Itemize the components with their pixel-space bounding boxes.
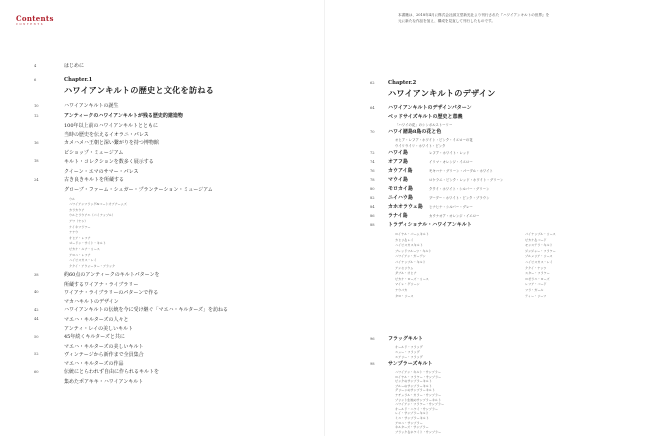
entry-colors: ロケラニ・ピンク・レッド・ホワイト・グリーン	[429, 178, 504, 182]
toc-entry: ハワイ島	[388, 150, 408, 156]
quilt-item: パイナップル・リース	[525, 232, 556, 236]
quilt-item: ロゼラニ・ローズ	[525, 276, 550, 281]
contents-subtitle: CONTENTS	[16, 23, 45, 26]
quilt-item: モンステラ・キルト	[525, 243, 553, 248]
toc-entry: ハワイアンキルトの誕生	[64, 103, 119, 109]
flag-section-page-number: 96	[370, 337, 375, 341]
quilt-item: ピカケ＆バード	[525, 237, 547, 242]
entry-page-number: 12	[34, 113, 39, 118]
entry-page-number: 50	[34, 334, 39, 339]
quilt-item: ブレッドフルーツ・キルト	[395, 248, 432, 253]
entry-colors: カウナオア・オレンジ・イエロー	[429, 214, 480, 218]
quilt-item: オールド・フラッグ	[395, 345, 423, 349]
entry-page-number: 76	[370, 168, 375, 173]
quilt-item: アロハ・レフア	[69, 252, 91, 257]
quilt-item: キルターズ・サンプラー	[395, 425, 429, 430]
quilt-item: タロ・リース	[395, 293, 414, 298]
entry-note: オヒア・レフア・ホワイト・ピンク・イエローの花	[395, 138, 473, 142]
quilt-item: ウルとラウアエ（パイナップル）	[69, 213, 115, 218]
quilt-item: スター・フラワー	[525, 271, 550, 276]
toc-entry: グローブ・ファーム・シュガー・プランテーション・ミュージアム	[64, 187, 213, 193]
entry-page-number: 52	[34, 352, 39, 357]
toc-entry: ハワイアンキルトの伝統を今に受け継ぐ「マエハ・キルターズ」を訪ねる	[64, 307, 228, 314]
chapter1-label: Chapter.1	[64, 77, 93, 83]
quilt-item: ハワイアン・キルト・サンプラー	[395, 370, 441, 374]
toc-entry: カホオラウェ島	[388, 204, 423, 210]
entry-colors: ヒナヒナ・シルバー・グレー	[429, 205, 473, 209]
entry-page-number: 78	[370, 177, 375, 182]
note-line: 本書籍は、2018年4月に株式会社誠文堂新光社より刊行された『ハワイアンキルトの世界』を	[398, 13, 550, 17]
quilt-item: ハワイアン・ガーデン	[395, 254, 426, 259]
quilt-item: オヒア・レフア	[69, 235, 91, 240]
toc-entry: マエハ・キルターズの美しいキルト	[64, 343, 144, 350]
toc-entry: アンティークのハワイアンキルトが残る歴史的建造物	[64, 113, 183, 119]
quilt-item: ティー・リーフ	[525, 293, 547, 298]
entry-page-number: 44	[34, 317, 39, 322]
toc-entry: マエハ・キルターズの人々と	[64, 316, 129, 323]
entry-colors: プープー・ホワイト・ピンク・ブラウン	[429, 196, 490, 200]
toc-entry: マエハ・キルターズの作品	[64, 361, 124, 368]
quilt-item: マイレ・グリーン	[395, 282, 420, 287]
toc-entry: カメハメハ王朝と深い繋がりを持つ博物館	[64, 140, 159, 146]
toc-entry: キルト・コレクションを数多く展示する	[64, 158, 154, 165]
quilt-item: ミニ・サンプラーキルト	[395, 416, 429, 420]
entry-page-number: 16	[34, 140, 39, 145]
quilt-item: ケイキフラワー	[69, 224, 91, 229]
toc-entry: クイーン・エマのサマー・パレス	[64, 168, 139, 175]
toc-entry: 100年以上前のハワイアンキルトとともに	[64, 123, 158, 129]
toc-entry: ヴィンテージから新作まで全員集合	[64, 351, 144, 358]
quilt-item: ナナウ	[69, 230, 79, 235]
quilt-item: ピカケ・ルア・リース	[69, 246, 100, 251]
quilt-item: カラカウア	[69, 207, 85, 212]
toc-entry: ニイハウ島	[388, 195, 413, 201]
toc-entry: 集めたポアキキ・ハワイアンキルト	[64, 378, 144, 385]
entry-page-number: 60	[34, 369, 39, 374]
entry-colors: ククイ・ホワイト・シルバー・グリーン	[429, 187, 490, 191]
quilt-item: ハワイアンフラッグ&コートオブアームズ	[69, 202, 127, 207]
quilt-item: ハワイアン・フラワー・サンプラー	[395, 402, 445, 407]
entry-page-number: 42	[34, 307, 39, 312]
toc-entry: トラディショナル・ハワイアンキルト	[388, 222, 472, 228]
entry-page-number: 86	[370, 213, 375, 218]
entry-colors: モキハナ・グリーン・パープル・ホワイト	[429, 169, 493, 173]
entry-colors: イリマ・オレンジ・イエロー	[429, 160, 473, 164]
quilt-item: ピンクのサンプラーキルト	[395, 379, 432, 384]
quilt-item: パイナップル・キルト	[395, 260, 426, 264]
quilt-item: レイ・サンプラーキルト	[395, 411, 429, 416]
quilt-item: アロハ・サンプラー	[395, 420, 423, 425]
toc-entry: モロカイ島	[388, 186, 413, 192]
toc-entry: ハワイ諸島8島の花と色	[388, 129, 442, 135]
toc-entry: 伝統にとらわれず自由に作られるキルトを	[64, 369, 159, 376]
chapter1-page-number: 6	[34, 78, 37, 82]
quilt-item: カヒリ＆レイ	[395, 237, 414, 242]
chapter2-label: Chapter.2	[388, 80, 417, 86]
toc-entry: オアフ島	[388, 159, 408, 165]
note-line: 元に新たな作品を加え、構成を見直して刊行したものです。	[398, 19, 495, 23]
quilt-item: ゴードン・サイト・キルト	[69, 241, 106, 246]
entry-page-number: 70	[370, 129, 375, 134]
entry-page-number: 88	[370, 222, 375, 227]
quilt-item: ウル	[69, 196, 76, 201]
contents-title: Contents	[16, 14, 54, 23]
quilt-item: エアリー・フラッグ	[395, 355, 423, 359]
quilt-item: ナチュラル・カラー・サンプラー	[395, 393, 442, 397]
entry-page-number: 10	[34, 103, 39, 108]
toc-entry: ビショップ・ミュージアム	[64, 150, 124, 156]
quilt-item: プルメリア・リース	[525, 254, 553, 259]
quilt-item: ニュー・フラッグ	[395, 350, 420, 354]
entry-page-number: 40	[34, 290, 39, 295]
entry-colors: レフア・ホワイト・レッド	[429, 151, 470, 155]
quilt-item: ジンジャー・フラワー	[525, 248, 556, 253]
quilt-item: オールド・ハワイ・サンプラー	[395, 406, 439, 411]
toc-entry: 所蔵するワイアナ・ライブラリー	[64, 281, 139, 288]
quilt-item: ククイ・アウォーター・ブラック	[69, 263, 116, 268]
publication-note	[398, 12, 638, 24]
toc-entry: ベッドサイズキルトの歴史と意義	[388, 114, 463, 120]
quilt-item: ロイヤル・パームキルト	[395, 232, 429, 236]
quilt-item: レフア・バード	[525, 282, 547, 287]
chapter2-page-number: 62	[370, 81, 375, 85]
toc-entry: 約60点のアンティークのキルトパターンを	[64, 272, 160, 279]
quilt-item: ブラック＆ホワイト・サンプラー	[395, 429, 442, 434]
toc-entry: カウアイ島	[388, 168, 413, 174]
entry-page-number: 18	[34, 159, 39, 163]
toc-entry: 45年続くキルターズと共に	[64, 334, 125, 341]
entry-note: 「ハワイの花」のシンボルストーリー	[395, 123, 453, 127]
entry-page-number: 80	[370, 186, 375, 191]
entry-page-number: 24	[34, 177, 39, 182]
entry-page-number: 64	[370, 105, 375, 110]
sampler-section-page-number: 98	[370, 362, 375, 366]
flag-section-title: フラッグキルト	[388, 336, 423, 342]
quilt-item: ハイビスカスキルト	[395, 243, 423, 248]
entry-page-number: 72	[370, 150, 375, 155]
toc-entry: マカハキルトのデザイン	[64, 299, 119, 306]
quilt-item: ロイヤル・フラワー・サンプラー	[395, 374, 442, 379]
quilt-item: ククイ・ナッツ	[525, 265, 547, 270]
toc-entry: 当時の歴史を伝えるイオラニ・パレス	[64, 131, 149, 138]
quilt-item: ブルーのサンプラーキルト	[395, 383, 432, 388]
quilt-item: ダブル・オヒア	[395, 271, 417, 276]
entry-note: ウイリウイリ・ホワイト・ピンク	[395, 144, 446, 148]
toc-entry: ワイアナ・ライブラリーのパターンで作る	[64, 289, 159, 296]
quilt-item: ハイビスカス・レイ	[525, 260, 553, 264]
chapter2-title: ハワイアンキルトのデザイン	[388, 88, 496, 98]
quilt-item: プリント生地のサンプラーキルト	[395, 397, 442, 402]
toc-entry: ハワイアンキルトのデザインパターン	[388, 105, 472, 111]
intro-page-number: 4	[34, 64, 37, 68]
chapter1-title: ハワイアンキルトの歴史と文化を訪ねる	[64, 85, 215, 95]
sampler-section-title: サンプラーズキルト	[388, 361, 433, 367]
quilt-item: ピカケ・ローズ・リース	[395, 276, 429, 281]
toc-entry: マウイ島	[388, 177, 408, 183]
quilt-item: アワ（ヤシ）	[69, 218, 88, 223]
toc-entry: 古き良きキルトを所蔵する	[64, 177, 124, 183]
quilt-item: グリーンのサンプラーキルト	[395, 388, 435, 393]
entry-page-number: 82	[370, 195, 375, 200]
right-page	[325, 0, 650, 436]
toc-entry: アンティ・レイの美しいキルト	[64, 326, 134, 333]
quilt-item: ナウパカ	[395, 288, 408, 292]
quilt-item: アンセリウム	[395, 265, 414, 270]
intro-entry: はじめに	[64, 63, 85, 69]
toc-entry: ラナイ島	[388, 213, 408, 219]
quilt-item: フラ・ガール	[525, 288, 544, 292]
entry-page-number: 74	[370, 159, 375, 164]
entry-page-number: 84	[370, 204, 375, 209]
quilt-item: ハイビスカス・レイ	[69, 258, 97, 263]
entry-page-number: 38	[34, 272, 39, 277]
